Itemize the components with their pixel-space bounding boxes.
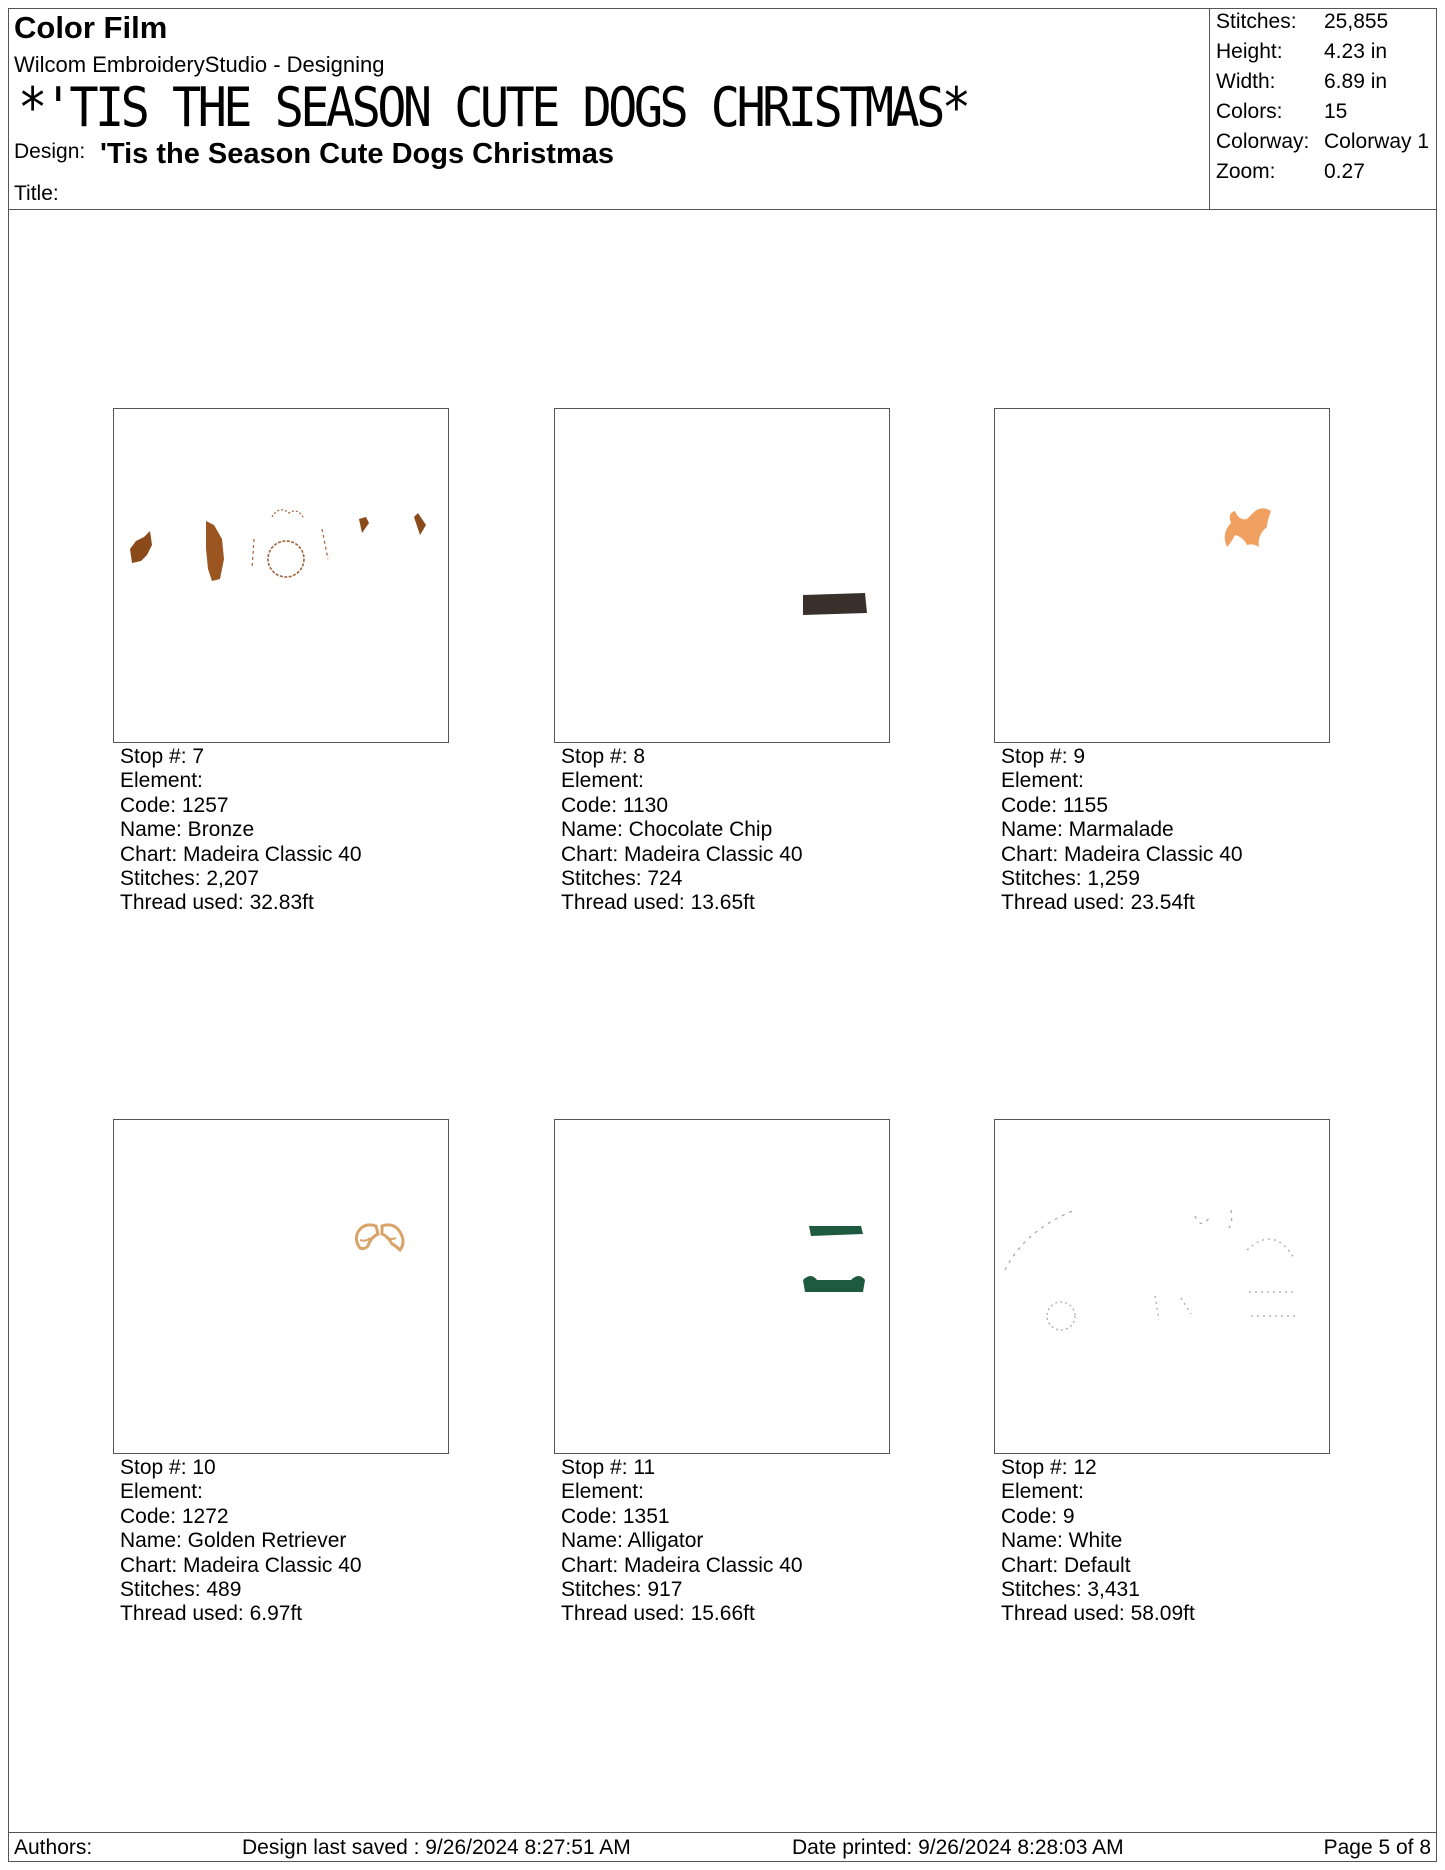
stop-element: Element: — [561, 769, 644, 793]
stat-label: Colors: — [1216, 100, 1283, 123]
stop-number: Stop #: 7 — [120, 745, 205, 768]
thread-used: Thread used: 6.97ft — [120, 1602, 303, 1626]
thread-used: Thread used: 23.54ft — [1001, 891, 1195, 915]
stat-colorway — [1216, 130, 1429, 154]
stitch-preview-stop-8 — [554, 408, 890, 743]
stop-number: Stop #: 8 — [561, 745, 646, 768]
footer-page-number: Page 5 of 8 — [1323, 1836, 1431, 1859]
document-type: Color Film — [14, 10, 168, 45]
stitch-preview-image — [555, 1120, 889, 1453]
application-name: Wilcom EmbroideryStudio - Designing — [14, 52, 385, 77]
thread-chart: Chart: Madeira Classic 40 — [561, 842, 803, 866]
stitch-preview-image — [995, 409, 1329, 742]
thread-code: Code: 1351 — [561, 1504, 670, 1528]
stat-label: Zoom: — [1216, 160, 1276, 183]
stitch-preview-image — [555, 409, 889, 742]
stat-value: 0.27 — [1324, 160, 1365, 183]
title-label: Title: — [14, 182, 59, 205]
thread-chart: Chart: Madeira Classic 40 — [1001, 842, 1243, 866]
thread-name: Name: White — [1001, 1529, 1123, 1553]
stitch-count: Stitches: 1,259 — [1001, 867, 1140, 891]
stat-stitches — [1216, 10, 1388, 34]
stop-number: Stop #: 11 — [561, 1456, 656, 1479]
stitch-count: Stitches: 3,431 — [1001, 1578, 1140, 1602]
footer-bar — [8, 1832, 1437, 1862]
thread-chart: Chart: Default — [1001, 1553, 1131, 1577]
stop-element: Element: — [120, 1480, 203, 1504]
stitch-count: Stitches: 489 — [120, 1578, 242, 1602]
thread-code: Code: 1272 — [120, 1504, 229, 1528]
thread-chart: Chart: Madeira Classic 40 — [120, 1553, 362, 1577]
thread-name: Name: Alligator — [561, 1529, 704, 1553]
design-label: Design: — [14, 140, 86, 163]
thread-name: Name: Chocolate Chip — [561, 818, 773, 842]
stat-value: 4.23 in — [1324, 40, 1388, 63]
stop-element: Element: — [1001, 1480, 1084, 1504]
stop-info-8 — [561, 745, 803, 916]
thread-name: Name: Golden Retriever — [120, 1529, 347, 1553]
thread-code: Code: 1257 — [120, 793, 229, 817]
stat-width — [1216, 70, 1387, 94]
thread-used: Thread used: 32.83ft — [120, 891, 314, 915]
stop-element: Element: — [561, 1480, 644, 1504]
stop-info-9 — [1001, 745, 1243, 916]
thread-name: Name: Bronze — [120, 818, 255, 842]
stitch-preview-stop-12 — [994, 1119, 1330, 1454]
stitch-preview-image — [995, 1120, 1329, 1453]
stitch-count: Stitches: 2,207 — [120, 867, 259, 891]
footer-date-printed: Date printed: 9/26/2024 8:28:03 AM — [792, 1836, 1124, 1859]
design-banner-title: *'TIS THE SEASON CUTE DOGS CHRISTMAS* — [18, 76, 968, 139]
thread-code: Code: 1130 — [561, 793, 669, 817]
stop-info-12 — [1001, 1456, 1195, 1627]
stat-label: Colorway: — [1216, 130, 1310, 153]
stat-value: 25,855 — [1324, 10, 1389, 33]
design-name: 'Tis the Season Cute Dogs Christmas — [100, 138, 614, 170]
thread-chart: Chart: Madeira Classic 40 — [561, 1553, 803, 1577]
footer-authors: Authors: — [14, 1836, 93, 1859]
stop-number: Stop #: 9 — [1001, 745, 1086, 768]
stat-label: Height: — [1216, 40, 1283, 63]
stop-element: Element: — [1001, 769, 1084, 793]
thread-code: Code: 9 — [1001, 1504, 1075, 1528]
stitch-preview-image — [114, 1120, 448, 1453]
stitch-preview-stop-7 — [113, 408, 449, 743]
thread-code: Code: 1155 — [1001, 793, 1109, 817]
stop-info-11 — [561, 1456, 803, 1627]
stitch-preview-stop-11 — [554, 1119, 890, 1454]
stat-height — [1216, 40, 1387, 64]
thread-used: Thread used: 58.09ft — [1001, 1602, 1195, 1626]
thread-chart: Chart: Madeira Classic 40 — [120, 842, 362, 866]
stat-zoom — [1216, 160, 1365, 184]
stat-label: Width: — [1216, 70, 1276, 93]
stat-value: 15 — [1324, 100, 1348, 123]
stat-value: Colorway 1 — [1324, 130, 1430, 153]
thread-used: Thread used: 13.65ft — [561, 891, 755, 915]
stitch-preview-image — [114, 409, 448, 742]
stat-value: 6.89 in — [1324, 70, 1388, 93]
stop-info-10 — [120, 1456, 362, 1627]
stat-colors — [1216, 100, 1347, 124]
thread-used: Thread used: 15.66ft — [561, 1602, 755, 1626]
stitch-preview-stop-10 — [113, 1119, 449, 1454]
stop-info-7 — [120, 745, 362, 916]
footer-last-saved: Design last saved : 9/26/2024 8:27:51 AM — [242, 1836, 631, 1859]
stitch-preview-stop-9 — [994, 408, 1330, 743]
stop-number: Stop #: 10 — [120, 1456, 216, 1479]
thread-name: Name: Marmalade — [1001, 818, 1174, 842]
stitch-count: Stitches: 917 — [561, 1578, 683, 1602]
stop-element: Element: — [120, 769, 203, 793]
stat-label: Stitches: — [1216, 10, 1297, 33]
stop-number: Stop #: 12 — [1001, 1456, 1097, 1479]
stitch-count: Stitches: 724 — [561, 867, 683, 891]
